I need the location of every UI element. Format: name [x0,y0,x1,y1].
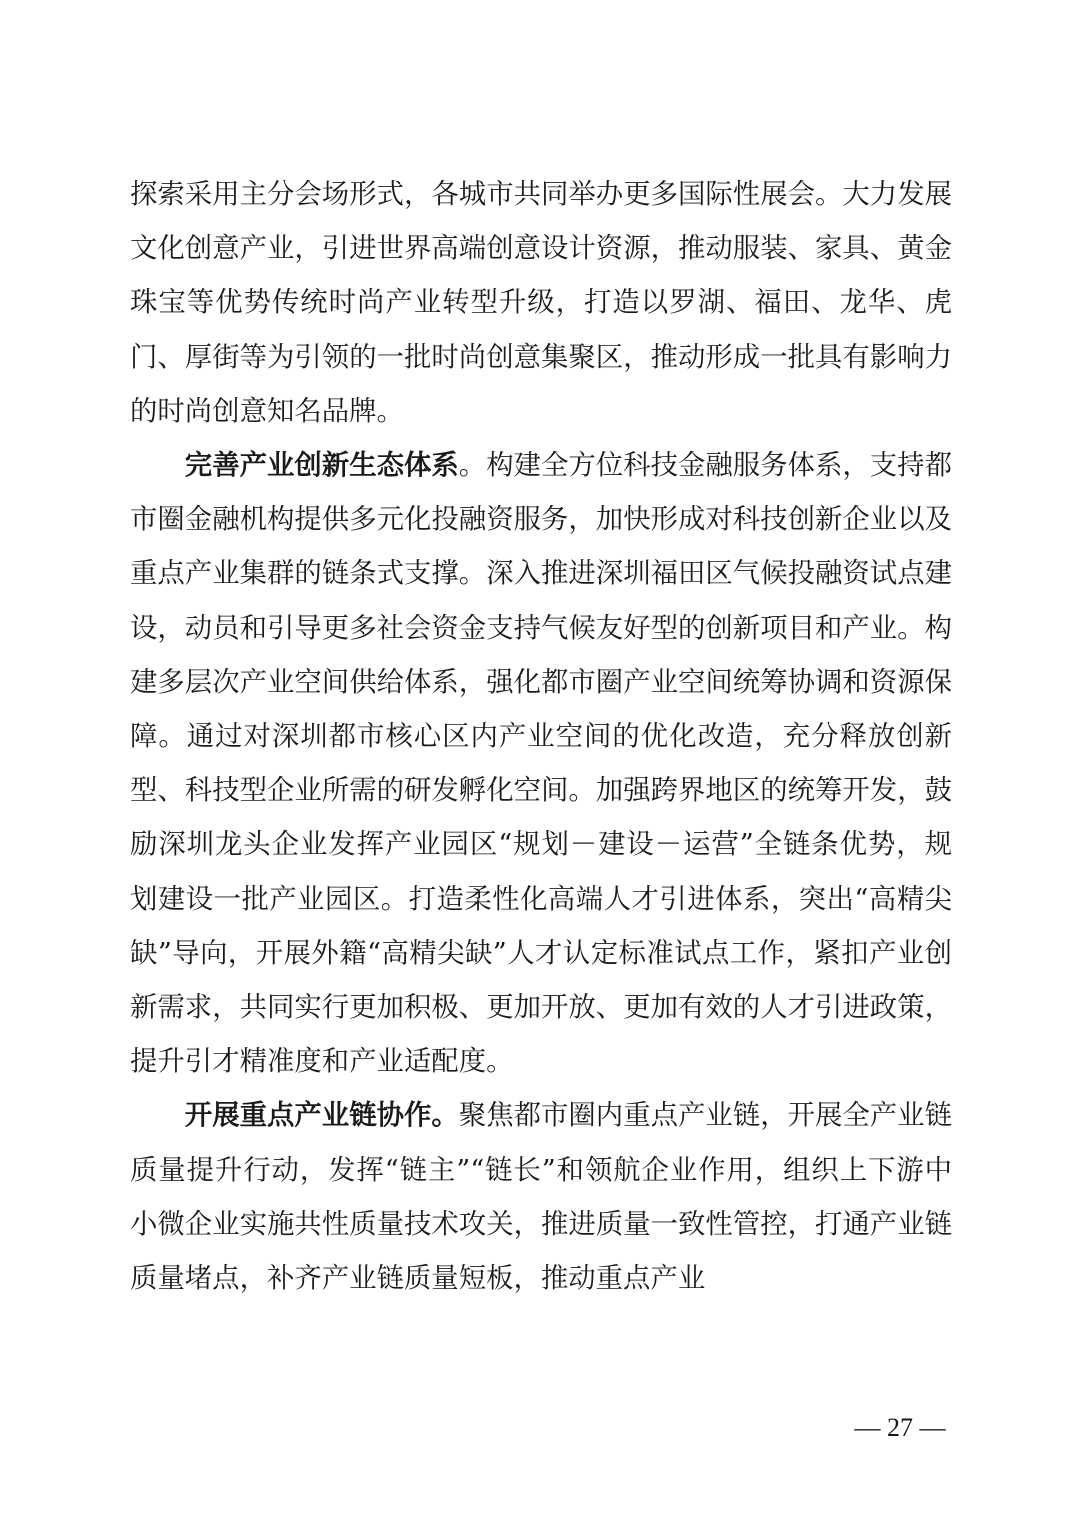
paragraph-innovation-ecosystem [130,439,952,1089]
paragraph-body: 探索采用主分会场形式，各城市共同举办更多国际性展会。大力发展文化创意产业，引进世界高端创意设计资源，推动服装、家具、黄金珠宝等优势传统时尚产业转型升级，打造以罗湖、福田、龙华、虎门、厚街等为引领的一批时尚创意集聚区，推动形成一批具有影响力的时尚创意知名品牌。 [130,179,952,427]
body-text [130,168,952,1306]
paragraph-heading: 完善产业创新生态体系 [184,450,459,482]
paragraph-heading: 开展重点产业链协作。 [184,1100,459,1132]
page-number: — 27 — [854,1413,946,1442]
paragraph-continuation [130,168,952,439]
paragraph-industry-chain [130,1089,952,1306]
paragraph-body: 聚焦都市圈内重点产业链，开展全产业链质量提升行动，发挥“链主”“链长”和领航企业作用，组织上下游中小微企业实施共性质量技术攻关，推进质量一致性管控，打通产业链质量堵点，补齐产业链质量短板，推动重点产业 [130,1100,952,1295]
paragraph-body: 。构建全方位科技金融服务体系，支持都市圈金融机构提供多元化投融资服务，加快形成对科技创新企业以及重点产业集群的链条式支撑。深入推进深圳福田区气候投融资试点建设，动员和引导更多社会资金支持气候友好型的创新项目和产业。构建多层次产业空间供给体系，强化都市圈产业空间统筹协调和资源保障。通过对深圳都市核心区内产业空间的优化改造，充分释放创新型、科技型企业所需的研发孵化空间。加强跨界地区的统筹开发，鼓励深圳龙头企业发挥产业园区“规划－建设－运营”全链条优势，规划建设一批产业园区。打造柔性化高端人才引进体系，突出“高精尖缺”导向，开展外籍“高精尖缺”人才认定标准试点工作，紧扣产业创新需求，共同实行更加积极、更加开放、更加有效的人才引进政策，提升引才精准度和产业适配度。 [130,450,952,1078]
